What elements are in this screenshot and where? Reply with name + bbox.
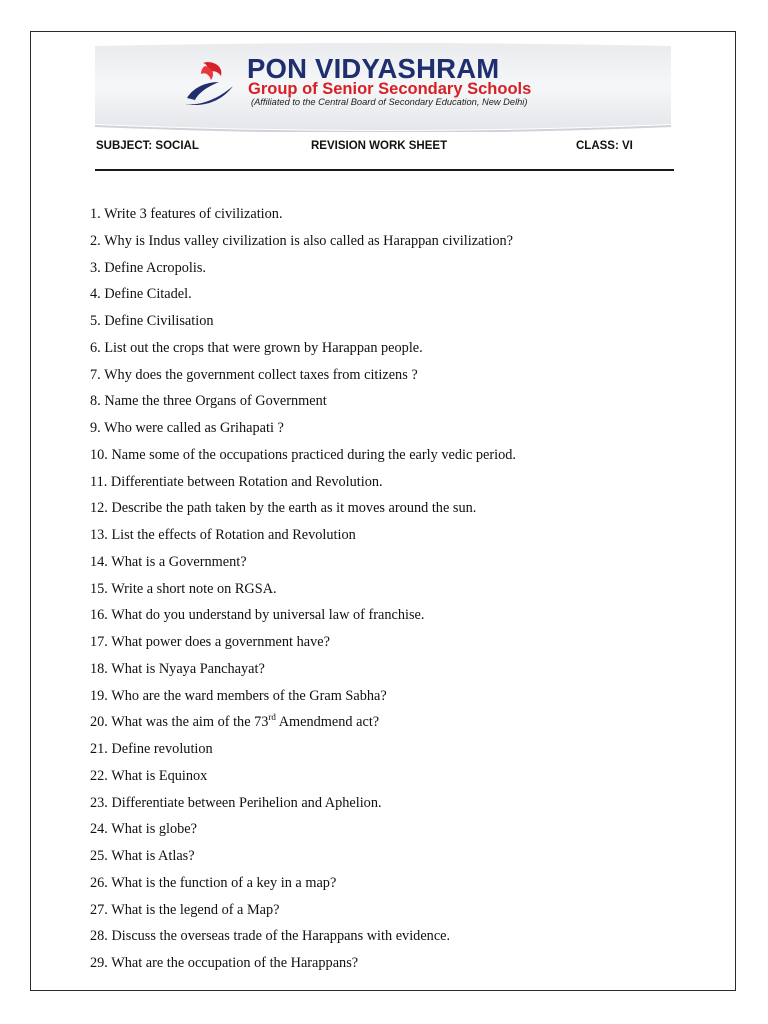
question-item [90,391,710,418]
question-text: What is the function of a key in a map? [111,874,337,891]
worksheet-title: REVISION WORK SHEET [311,140,448,152]
question-number: 14. [90,553,108,570]
question-number: 6. [90,339,101,356]
question-text: Name some of the occupations practiced during the early vedic period. [111,446,516,463]
question-number: 28. [90,928,108,945]
question-number: 25. [90,848,108,864]
question-number: 15. [90,580,108,597]
question-text: What is the legend of a Map? [111,901,280,918]
question-item [90,498,710,525]
question-number: 3. [90,259,101,276]
question-item [90,365,710,392]
question-text: What power does a government have? [111,634,330,650]
question-number: 9. [90,420,101,436]
question-item [90,445,710,472]
question-item [90,793,710,820]
question-text: Why does the government collect taxes from citizens ? [104,366,418,383]
question-number: 21. [90,741,108,757]
question-item [90,525,710,552]
question-item [90,231,710,258]
question-text: List the effects of Rotation and Revolution [111,527,356,543]
question-text: Differentiate between Perihelion and Aphelion. [111,794,382,811]
class-label: CLASS: VI [576,140,633,152]
question-text: What is Equinox [111,767,208,784]
question-item [90,204,710,231]
question-item [90,258,710,285]
question-text: Why is Indus valley civilization is also called as Harappan civilization? [104,232,513,249]
question-text: Define revolution [111,741,213,757]
question-text: What is globe? [111,821,197,838]
question-item [90,311,710,338]
school-group-tagline: Group of Senior Secondary Schools [248,80,532,98]
question-text: Describe the path taken by the earth as it moves around the sun. [111,500,477,517]
question-item [90,900,710,927]
question-text: Write a short note on RGSA. [111,580,277,597]
question-item [90,472,710,499]
question-number: 18. [90,660,108,677]
question-item [90,552,710,579]
question-text: Define Civilisation [104,313,214,329]
question-number: 24. [90,821,108,838]
question-number: 13. [90,527,108,543]
question-text: What do you understand by universal law of franchise. [111,607,425,624]
question-number: 17. [90,634,108,650]
header-divider [95,169,674,171]
question-number: 20. [90,714,108,731]
question-item [90,766,710,793]
question-text: Write 3 features of civilization. [104,206,283,222]
school-banner [95,40,671,132]
flame-swoosh-logo-icon [183,60,239,108]
question-number: 16. [90,607,108,624]
question-text: What was the aim of the 73 [111,714,269,731]
question-number: 11. [90,473,108,490]
school-name: PON VIDYASHRAM [247,53,500,84]
question-item [90,659,710,686]
question-text: Define Acropolis. [104,259,206,276]
question-number: 4. [90,286,101,303]
question-item [90,605,710,632]
question-number: 1. [90,206,101,222]
question-number: 27. [90,901,108,918]
question-text: Define Citadel. [104,286,192,303]
question-number: 12. [90,500,108,517]
question-item [90,739,710,766]
question-item [90,338,710,365]
question-text: Discuss the overseas trade of the Harappans with evidence. [111,928,451,945]
school-affiliation: (Affiliated to the Central Board of Secondary Education, New Delhi) [251,97,528,107]
question-item [90,846,710,873]
question-item [90,873,710,900]
question-list [90,204,710,980]
question-item [90,819,710,846]
question-text: Name the three Organs of Government [104,393,327,410]
ordinal-superscript: rd [268,712,276,723]
question-item [90,284,710,311]
question-text: What is Atlas? [111,848,195,864]
question-item [90,926,710,953]
question-number: 2. [90,232,101,249]
question-text: What are the occupation of the Harappans? [111,955,359,971]
question-item [90,632,710,659]
question-item [90,579,710,606]
subject-label: SUBJECT: SOCIAL [96,140,199,152]
question-text: List out the crops that were grown by Harappan people. [104,339,423,356]
question-text: What is Nyaya Panchayat? [111,660,265,677]
question-number: 10. [90,446,108,463]
question-text: Who were called as Grihapati ? [104,420,284,436]
question-text: Who are the ward members of the Gram Sabha? [111,687,387,704]
question-number: 7. [90,366,101,383]
question-number: 22. [90,767,108,784]
question-item [90,418,710,445]
question-number: 8. [90,393,101,410]
question-number: 19. [90,687,108,704]
question-item [90,712,710,739]
question-item [90,953,710,980]
question-number: 26. [90,874,108,891]
question-text: Amendmend act? [275,714,380,731]
question-number: 23. [90,794,108,811]
question-item [90,686,710,713]
question-text: Differentiate between Rotation and Revolution. [110,473,383,490]
question-text: What is a Government? [111,553,247,570]
question-number: 5. [90,313,101,329]
question-number: 29. [90,955,108,971]
